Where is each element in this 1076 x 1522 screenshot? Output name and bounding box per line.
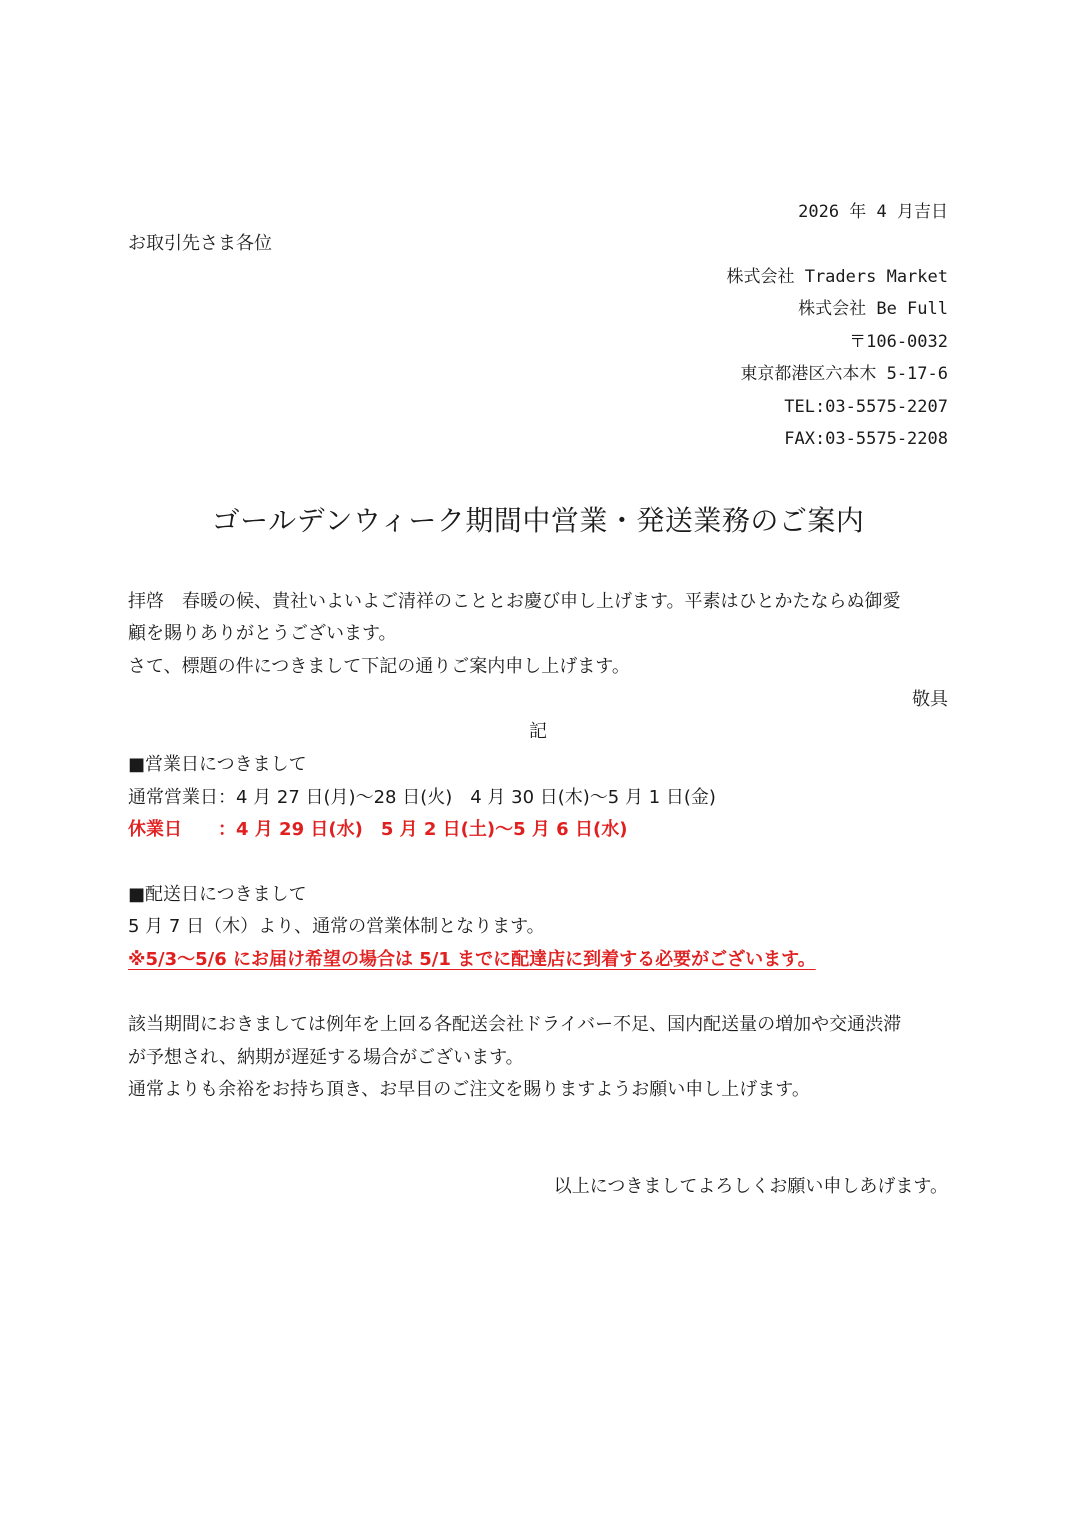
final-greeting: 以上につきましてよろしくお願い申しあげます。 bbox=[553, 1176, 948, 1197]
holiday-days: 休業日 ：4 月 29 日(水) 5 月 2 日(土)～5 月 6 日(水) bbox=[128, 819, 628, 840]
sender-company-2: 株式会社 Be Full bbox=[798, 299, 948, 319]
closing-keigu: 敬具 bbox=[912, 689, 948, 710]
notice-line-1: 該当期間におきましては例年を上回る各配送会社ドライバー不足、国内配送量の増加や交通渋滞 bbox=[128, 1014, 902, 1035]
notice-line-3: 通常よりも余裕をお持ち頂き、お早目のご注文を賜りますようお願い申し上げます。 bbox=[128, 1079, 810, 1100]
sender-fax: FAX:03-5575-2208 bbox=[784, 429, 948, 449]
normal-business-days: 通常営業日：4 月 27 日(月)～28 日(火) 4 月 30 日(木)～5 月 1 日(金) bbox=[128, 787, 716, 808]
business-days-heading: ■営業日につきまして bbox=[128, 754, 307, 775]
intro-line-3: さて、標題の件につきまして下記の通りご案内申し上げます。 bbox=[128, 656, 630, 677]
intro-line-2: 顧を賜りありがとうございます。 bbox=[128, 623, 397, 644]
recipient-line: お取引先さま各位 bbox=[128, 233, 272, 254]
ki-label: 記 bbox=[529, 721, 547, 742]
delivery-resume-line: 5 月 7 日（木）より、通常の営業体制となります。 bbox=[128, 916, 545, 937]
sender-company-1: 株式会社 Traders Market bbox=[726, 267, 948, 287]
delivery-warning: ※5/3～5/6 にお届け希望の場合は 5/1 までに配達店に到着する必要がございます。 bbox=[128, 949, 816, 970]
sender-postal-code: 〒106-0032 bbox=[849, 332, 948, 352]
intro-line-1: 拝啓 春暖の候、貴社いよいよご清祥のこととお慶び申し上げます。平素はひとかたならぬ御愛 bbox=[128, 591, 901, 612]
sender-tel: TEL:03-5575-2207 bbox=[784, 397, 948, 417]
sender-address: 東京都港区六本木 5-17-6 bbox=[740, 364, 948, 384]
delivery-heading: ■配送日につきまして bbox=[128, 884, 307, 905]
document-title: ゴールデンウィーク期間中営業・発送業務のご案内 bbox=[211, 504, 865, 537]
document-date: 2026 年 4 月吉日 bbox=[798, 202, 948, 222]
notice-line-2: が予想され、納期が遅延する場合がございます。 bbox=[128, 1047, 524, 1068]
